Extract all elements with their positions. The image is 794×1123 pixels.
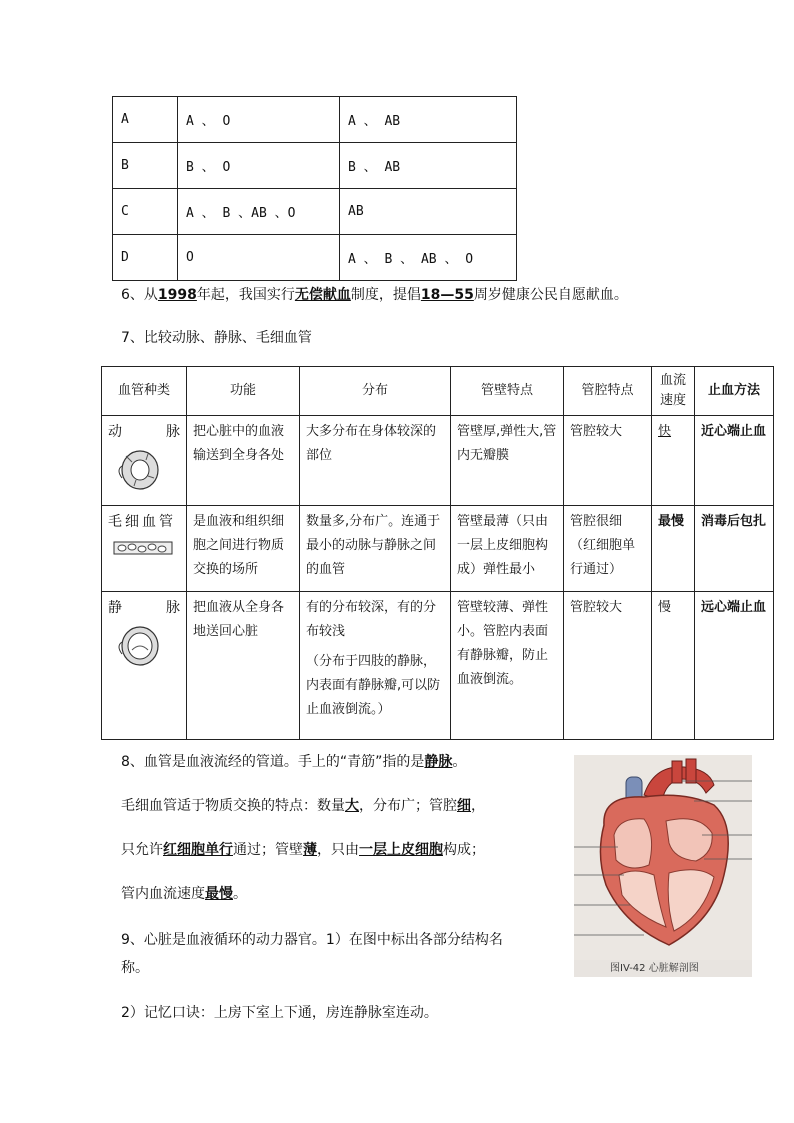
table-cell: A — [113, 97, 178, 143]
text: ， — [471, 798, 485, 814]
table-row — [102, 416, 774, 506]
table-cell: B 、 O — [178, 143, 340, 189]
distribution-note: （分布于四肢的静脉，内表面有静脉瓣,可以防止血液倒流。） — [306, 654, 441, 717]
table-cell: B 、 AB — [340, 143, 517, 189]
distribution-cell: 数量多,分布广。连通于最小的动脉与静脉之间的血管 — [300, 506, 451, 592]
text: 管内血流速度 — [121, 886, 205, 902]
heart-icon — [574, 755, 752, 960]
speed-cell: 最慢 — [652, 506, 695, 592]
table-cell: AB — [340, 189, 517, 235]
text: 年起，我国实行 — [196, 287, 295, 303]
speed-cell: 快 — [652, 416, 695, 506]
artery-icon — [112, 448, 160, 492]
vessel-name: 脉 — [166, 424, 180, 440]
answer-system: 无偿献血 — [294, 287, 351, 303]
vessel-comparison-table — [101, 366, 774, 740]
blood-type-table — [112, 96, 517, 281]
header-cell: 血流速度 — [652, 367, 695, 416]
vessel-type-cell — [102, 416, 187, 506]
vein-icon — [112, 624, 160, 668]
table-row — [113, 235, 517, 281]
question-8-line-4 — [121, 884, 247, 904]
answer: 薄 — [303, 842, 317, 858]
table-row — [113, 189, 517, 235]
text: 。 — [452, 754, 467, 770]
figure-caption: 图IV-42 心脏解剖图 — [610, 963, 699, 974]
table-header-row — [102, 367, 774, 416]
text: 只允许 — [121, 842, 163, 858]
question-9-line-1: 9、心脏是血液循环的动力器官。1）在图中标出各部分结构名 — [121, 932, 503, 948]
wall-cell: 管壁厚,弹性大,管内无瓣膜 — [451, 416, 564, 506]
table-cell: D — [113, 235, 178, 281]
question-9-line-2: 称。 — [121, 960, 149, 976]
text: ，只由 — [317, 842, 359, 858]
table-cell: A 、 AB — [340, 97, 517, 143]
function-cell: 把心脏中的血液输送到全身各处 — [187, 416, 300, 506]
capillary-icon — [112, 538, 174, 558]
text: 。 — [233, 886, 247, 902]
vessel-name: 脉 — [166, 600, 180, 616]
table-cell: B — [113, 143, 178, 189]
header-cell: 功能 — [187, 367, 300, 416]
table-row — [102, 592, 774, 740]
question-8-line-1 — [121, 752, 466, 772]
lumen-cell: 管腔很细（红细胞单行通过） — [564, 506, 652, 592]
speed-cell: 慢 — [652, 592, 695, 740]
text: 构成； — [443, 842, 485, 858]
header-cell: 分布 — [300, 367, 451, 416]
distribution-text: 有的分布较深，有的分布较浅 — [306, 600, 437, 639]
header-cell: 管腔特点 — [564, 367, 652, 416]
text: 通过；管壁 — [233, 842, 303, 858]
table-cell: A 、 B 、 AB 、 O — [340, 235, 517, 281]
answer-age: 18—55 — [420, 287, 474, 303]
function-cell: 是血液和组织细胞之间进行物质交换的场所 — [187, 506, 300, 592]
stop-cell: 远心端止血 — [695, 592, 774, 740]
answer: 红细胞单行 — [163, 842, 233, 858]
text: 6、从 — [121, 287, 158, 303]
question-8-line-3 — [121, 840, 485, 860]
answer: 大 — [345, 798, 359, 814]
header-cell: 管壁特点 — [451, 367, 564, 416]
heart-diagram-image — [574, 755, 752, 977]
text: 8、血管是血液流经的管道。手上的“青筋”指的是 — [121, 754, 425, 770]
table-row — [102, 506, 774, 592]
function-cell: 把血液从全身各地送回心脏 — [187, 592, 300, 740]
answer-year: 1998 — [157, 287, 197, 303]
vessel-name: 动 — [108, 424, 122, 440]
table-cell: A 、 B 、AB 、O — [178, 189, 340, 235]
table-row — [113, 143, 517, 189]
answer: 静脉 — [424, 754, 453, 770]
table-row — [113, 97, 517, 143]
distribution-cell — [300, 592, 451, 740]
text: ，分布广；管腔 — [359, 798, 457, 814]
stop-cell: 近心端止血 — [695, 416, 774, 506]
stop-cell: 消毒后包扎 — [695, 506, 774, 592]
header-cell: 止血方法 — [695, 367, 774, 416]
text: 毛细血管适于物质交换的特点：数量 — [121, 798, 345, 814]
distribution-cell: 大多分布在身体较深的部位 — [300, 416, 451, 506]
answer: 最慢 — [205, 886, 233, 902]
question-8-line-2 — [121, 796, 485, 816]
text: 制度，提倡 — [350, 287, 421, 303]
vessel-name: 毛细血管 — [108, 514, 176, 530]
vessel-type-cell — [102, 506, 187, 592]
wall-cell: 管壁较薄、弹性小。管腔内表面有静脉瓣，防止血液倒流。 — [451, 592, 564, 740]
header-cell: 血管种类 — [102, 367, 187, 416]
vessel-type-cell — [102, 592, 187, 740]
question-6 — [121, 285, 628, 305]
question-7: 7、比较动脉、静脉、毛细血管 — [121, 330, 312, 346]
lumen-cell: 管腔较大 — [564, 592, 652, 740]
table-cell: A 、 O — [178, 97, 340, 143]
wall-cell: 管壁最薄（只由一层上皮细胞构成）弹性最小 — [451, 506, 564, 592]
lumen-cell: 管腔较大 — [564, 416, 652, 506]
table-cell: O — [178, 235, 340, 281]
text: 周岁健康公民自愿献血。 — [473, 287, 628, 303]
vessel-name: 静 — [108, 600, 122, 616]
question-9-line-3: 2）记忆口诀：上房下室上下通，房连静脉室连动。 — [121, 1005, 438, 1021]
answer: 细 — [457, 798, 471, 814]
answer: 一层上皮细胞 — [359, 842, 443, 858]
table-cell: C — [113, 189, 178, 235]
